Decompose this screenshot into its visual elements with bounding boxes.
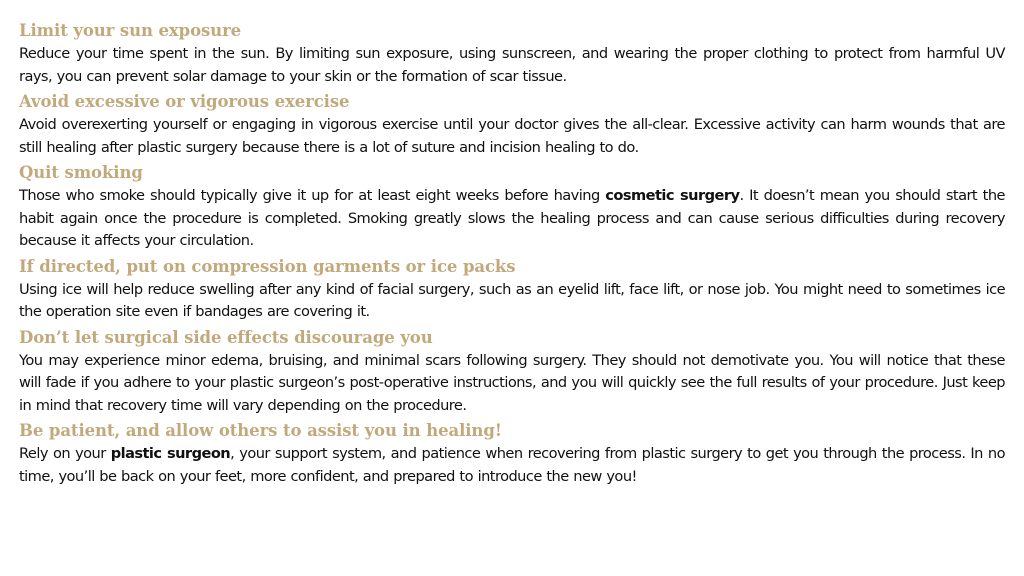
plastic-surgeon-link[interactable]: plastic surgeon <box>110 445 231 462</box>
paragraph-text: Reduce your time spent in the sun. By limiting sun exposure, using sunscreen, and wearing the proper clothing to protect from harmful UV rays, you can prevent solar damage to your skin or the formation of scar tissue. <box>19 45 1005 85</box>
section-be-patient <box>19 420 1005 488</box>
section-paragraph <box>19 43 1005 88</box>
paragraph-text: , your support system, and patience when recovering from plastic surgery to get you through the process. In no time, you’ll be back on your feet, more confident, and prepared to introduce the new you! <box>19 445 1005 485</box>
section-sun-exposure <box>19 20 1005 88</box>
section-heading: Don’t let surgical side effects discourage you <box>19 327 433 347</box>
paragraph-text: Those who smoke should typically give it up for at least eight weeks before having <box>19 187 606 204</box>
paragraph-text: You may experience minor edema, bruising, and minimal scars following surgery. They should not demotivate you. You will notice that these will fade if you adhere to your plastic surgeon’s post-operative instructions, and you will quickly see the full results of your procedure. Just keep in mind that recovery time will vary depending on the procedure. <box>19 351 1005 414</box>
paragraph-text: Rely on your <box>19 445 111 462</box>
section-heading: Be patient, and allow others to assist you in healing! <box>19 421 502 440</box>
section-paragraph <box>19 114 1005 159</box>
section-paragraph <box>19 443 1005 488</box>
paragraph-text: . It doesn’t mean you should start the habit again once the procedure is completed. Smoking greatly slows the healing process and can cause serious difficulties during recovery because it affects your circulation. <box>19 187 1005 249</box>
section-paragraph <box>19 185 1005 253</box>
section-paragraph <box>19 279 1005 324</box>
section-exercise <box>19 91 1005 159</box>
section-heading: Quit smoking <box>19 163 143 182</box>
section-heading: If directed, put on compression garments or ice packs <box>19 256 516 276</box>
section-quit-smoking <box>19 162 1005 253</box>
paragraph-text: Avoid overexerting yourself or engaging in vigorous exercise until your doctor gives the all-clear. Excessive activity can harm wounds that are still healing after plastic surgery because there is a lot of suture and incision healing to do. <box>19 116 1005 156</box>
section-heading: Avoid excessive or vigorous exercise <box>19 92 350 111</box>
section-compression-ice <box>19 256 1005 324</box>
section-heading: Limit your sun exposure <box>19 21 242 40</box>
cosmetic-surgery-link[interactable]: cosmetic surgery <box>605 187 740 204</box>
section-side-effects <box>19 327 1005 418</box>
article-content <box>19 20 1005 491</box>
section-paragraph <box>19 350 1005 418</box>
paragraph-text: Using ice will help reduce swelling after any kind of facial surgery, such as an eyelid lift, face lift, or nose job. You might need to sometimes ice the operation site even if bandages are covering it. <box>19 280 1005 320</box>
